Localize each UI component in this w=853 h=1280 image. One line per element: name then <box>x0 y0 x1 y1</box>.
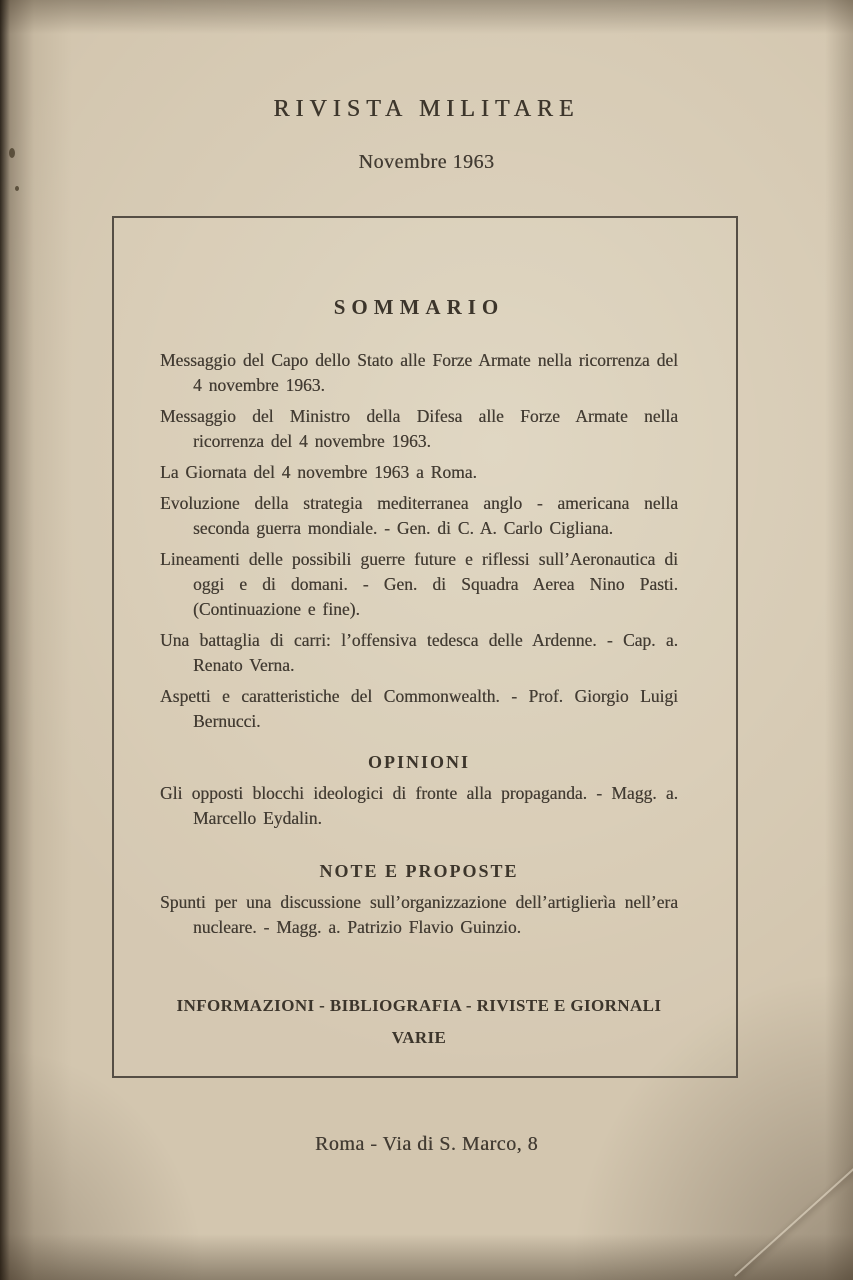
toc-entry: Aspetti e caratteristiche del Commonwealth. - Prof. Giorgio Luigi Bernucci. <box>160 686 678 731</box>
toc-entry: Una battaglia di carri: l’offensiva tedesca delle Ardenne. - Cap. a. Renato Verna. <box>160 630 678 675</box>
publisher-address: Roma - Via di S. Marco, 8 <box>314 1133 539 1155</box>
toc-entry: Spunti per una discussione sull’organizzazione dell’artiglierìa nell’era nucleare. - Magg. a. Patrizio Flavio Guinzio. <box>160 892 678 937</box>
table-of-contents-box <box>112 216 738 1078</box>
toc-footer-line: VARIE <box>391 1028 447 1047</box>
page-curl-edge <box>734 1161 853 1276</box>
toc-entry: Evoluzione della strategia mediterranea anglo - americana nella seconda guerra mondiale. - Gen. di C. A. Carlo Cigliana. <box>160 493 678 538</box>
paper-speck <box>15 186 19 191</box>
section-heading-opinioni: OPINIONI <box>367 752 470 772</box>
issue-date: Novembre 1963 <box>358 151 495 173</box>
toc-entry: Messaggio del Capo dello Stato alle Forze Armate nella ricorrenza del 4 novembre 1963. <box>160 350 678 395</box>
toc-entry: La Giornata del 4 novembre 1963 a Roma. <box>160 462 477 482</box>
toc-footer-line: INFORMAZIONI - BIBLIOGRAFIA - RIVISTE E GIORNALI <box>176 996 662 1015</box>
toc-entry: Lineamenti delle possibili guerre future e riflessi sull’Aeronautica di oggi e di domani. - Gen. di Squadra Aerea Nino Pasti. (Continuazione e fine). <box>160 549 678 619</box>
toc-entry: Messaggio del Ministro della Difesa alle Forze Armate nella ricorrenza del 4 novembre 1963. <box>160 406 678 451</box>
paper-speck <box>9 148 15 158</box>
toc-entry: Gli opposti blocchi ideologici di fronte alla propaganda. - Magg. a. Marcello Eydalin. <box>160 783 678 828</box>
magazine-title: RIVISTA MILITARE <box>273 96 580 122</box>
toc-heading: SOMMARIO <box>333 295 505 319</box>
toc-footer <box>160 990 678 1054</box>
section-heading-note-e-proposte: NOTE E PROPOSTE <box>319 861 519 881</box>
